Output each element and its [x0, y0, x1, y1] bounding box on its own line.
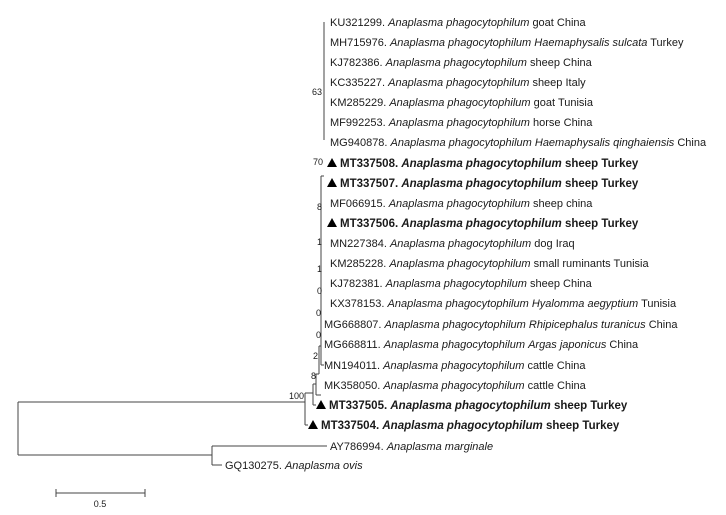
leaf-host: cattle: [527, 360, 554, 372]
scale-bar: [56, 489, 145, 509]
leaf-country: Turkey: [601, 158, 639, 170]
triangle-marker-icon: [327, 178, 337, 187]
leaf-country: China: [557, 380, 586, 392]
leaf-label-kj782386: [330, 57, 593, 69]
leaf-host: sheep: [564, 158, 599, 170]
leaf-species: Anaplasma phagocytophilum: [388, 198, 530, 210]
leaf-country: Turkey: [582, 420, 620, 432]
leaf-host: cattle: [527, 380, 554, 392]
leaf-species: Anaplasma phagocytophilum: [385, 278, 527, 290]
leaf-accession: MH715976.: [330, 37, 390, 49]
scale-bar-label: 0.5: [93, 499, 107, 509]
leaf-species: Anaplasma phagocytophilum: [384, 319, 526, 331]
leaf-label-mf066915: [330, 198, 593, 210]
leaf-host: dog: [534, 238, 553, 250]
leaf-accession: MT337506.: [340, 218, 402, 230]
leaf-species: Anaplasma marginale: [386, 441, 494, 453]
bootstrap-value: 1: [316, 264, 322, 274]
leaf-species: Anaplasma phagocytophilum: [388, 117, 530, 129]
triangle-marker-icon: [327, 158, 337, 167]
bootstrap-values: [289, 87, 323, 401]
bootstrap-value: 0: [316, 286, 322, 296]
leaf-country: china: [566, 198, 593, 210]
leaf-accession: MN194011.: [324, 360, 384, 372]
leaf-country: Turkey: [650, 37, 684, 49]
leaf-species: Anaplasma phagocytophilum: [388, 17, 530, 29]
leaf-host: sheep: [553, 400, 588, 412]
leaf-label-km285228: [330, 258, 649, 270]
leaf-accession: MT337508.: [340, 158, 402, 170]
leaf-accession: AY786994.: [330, 441, 387, 453]
leaf-label-mg668807: [324, 319, 678, 331]
leaf-country: China: [563, 57, 592, 69]
leaf-label-kx378153: [330, 298, 677, 310]
leaf-species: Anaplasma phagocytophilum: [389, 238, 532, 250]
leaf-country: Turkey: [601, 178, 639, 190]
leaf-host: sheep: [529, 278, 560, 290]
leaf-accession: KJ782381.: [330, 278, 386, 290]
leaf-label-ku321299: [330, 17, 587, 29]
leaf-species: Anaplasma phagocytophilum: [383, 339, 525, 351]
leaf-accession: MF992253.: [330, 117, 389, 129]
leaf-host: Haemaphysalis qinghaiensis: [534, 137, 675, 149]
leaf-country: Tunisia: [641, 298, 677, 310]
leaf-label-kc335227: [330, 77, 586, 89]
leaf-host: sheep: [529, 57, 560, 69]
leaf-host: Rhipicephalus turanicus: [528, 319, 646, 331]
leaf-host: sheep: [564, 218, 599, 230]
leaf-accession: MF066915.: [330, 198, 389, 210]
leaf-species: Anaplasma phagocytophilum: [401, 218, 562, 230]
triangle-marker-icon: [308, 420, 318, 429]
leaf-accession: KM285229.: [330, 97, 390, 109]
leaf-species: Anaplasma phagocytophilum: [390, 137, 532, 149]
leaf-country: Turkey: [590, 400, 628, 412]
bootstrap-value: 63: [311, 87, 322, 97]
leaf-country: China: [677, 137, 707, 149]
leaf-label-mk358050: [324, 380, 587, 392]
leaf-country: China: [563, 117, 593, 129]
leaf-species: Anaplasma phagocytophilum: [385, 57, 527, 69]
triangle-marker-icon: [327, 218, 337, 227]
leaf-host: goat: [533, 97, 556, 109]
leaf-accession: MT337507.: [340, 178, 402, 190]
leaf-species: Anaplasma ovis: [284, 460, 363, 472]
leaf-country: China: [563, 278, 592, 290]
leaf-accession: KX378153.: [330, 298, 388, 310]
leaf-label-mt337504: [321, 420, 620, 432]
leaf-accession: KJ782386.: [330, 57, 386, 69]
leaf-accession: MG668811.: [324, 339, 384, 351]
leaf-species: Anaplasma phagocytophilum: [389, 258, 531, 270]
leaf-species: Anaplasma phagocytophilum: [401, 158, 562, 170]
leaf-accession: MK358050.: [324, 380, 384, 392]
tree-branches: [18, 22, 327, 465]
leaf-accession: MG668807.: [324, 319, 385, 331]
leaf-country: Tunisia: [613, 258, 649, 270]
leaf-accession: MT337505.: [329, 400, 391, 412]
bootstrap-value: 1: [316, 237, 322, 247]
leaf-host: sheep: [564, 178, 599, 190]
leaf-label-mh715976: [330, 37, 684, 49]
bootstrap-value: 2: [312, 351, 318, 361]
bootstrap-value: 70: [312, 157, 323, 167]
leaf-country: China: [648, 319, 678, 331]
leaf-country: China: [556, 360, 586, 372]
leaf-label-mn227384: [330, 238, 575, 250]
leaf-accession: MG940878.: [330, 137, 391, 149]
leaf-accession: KM285228.: [330, 258, 390, 270]
leaf-country: Italy: [565, 77, 586, 89]
leaf-species: Anaplasma phagocytophilum: [383, 360, 525, 372]
leaf-label-mt337508: [340, 158, 639, 170]
leaf-label-km285229: [330, 97, 594, 109]
leaf-host: sheep: [545, 420, 580, 432]
leaf-accession: KU321299.: [330, 17, 389, 29]
leaf-country: China: [556, 17, 586, 29]
leaf-label-ay786994: [330, 441, 493, 453]
leaf-country: China: [609, 339, 639, 351]
leaf-label-gq130275: [225, 460, 363, 472]
leaf-species: Anaplasma phagocytophilum: [389, 37, 532, 49]
leaf-species: Anaplasma phagocytophilum: [388, 77, 530, 89]
bootstrap-value: 0: [315, 330, 321, 340]
leaf-label-mg940878: [330, 137, 707, 149]
leaf-species: Anaplasma phagocytophilum: [382, 420, 543, 432]
leaf-host: Haemaphysalis sulcata: [534, 37, 648, 49]
leaf-label-mt337506: [340, 218, 639, 230]
bootstrap-value: 8: [310, 371, 316, 381]
leaf-label-mn194011: [324, 360, 586, 372]
leaf-host: horse: [533, 117, 561, 129]
bootstrap-value: 100: [288, 391, 304, 401]
leaf-accession: GQ130275.: [225, 460, 285, 472]
leaf-species: Anaplasma phagocytophilum: [383, 380, 525, 392]
leaf-accession: MN227384.: [330, 238, 390, 250]
leaf-species: Anaplasma phagocytophilum: [389, 97, 531, 109]
leaf-species: Anaplasma phagocytophilum: [387, 298, 529, 310]
leaf-host: sheep: [532, 77, 563, 89]
leaf-host: Argas japonicus: [528, 339, 607, 351]
leaf-country: Tunisia: [557, 97, 593, 109]
leaf-label-kj782381: [330, 278, 593, 290]
leaf-host: sheep: [533, 198, 564, 210]
leaf-host: goat: [532, 17, 554, 29]
bootstrap-value: 0: [315, 308, 321, 318]
leaf-label-mt337507: [340, 178, 639, 190]
leaf-label-mf992253: [330, 117, 593, 129]
leaf-accession: KC335227.: [330, 77, 389, 89]
triangle-marker-icon: [316, 400, 326, 409]
leaf-labels: [225, 17, 707, 472]
leaf-species: Anaplasma phagocytophilum: [401, 178, 562, 190]
bootstrap-value: 8: [316, 202, 322, 212]
leaf-label-mt337505: [329, 400, 628, 412]
leaf-host: small ruminants: [533, 258, 611, 270]
leaf-host: Hyalomma aegyptium: [531, 298, 639, 310]
leaf-country: Turkey: [601, 218, 639, 230]
leaf-country: Iraq: [555, 238, 575, 250]
leaf-accession: MT337504.: [321, 420, 383, 432]
leaf-species: Anaplasma phagocytophilum: [390, 400, 551, 412]
leaf-label-mg668811: [324, 339, 639, 351]
